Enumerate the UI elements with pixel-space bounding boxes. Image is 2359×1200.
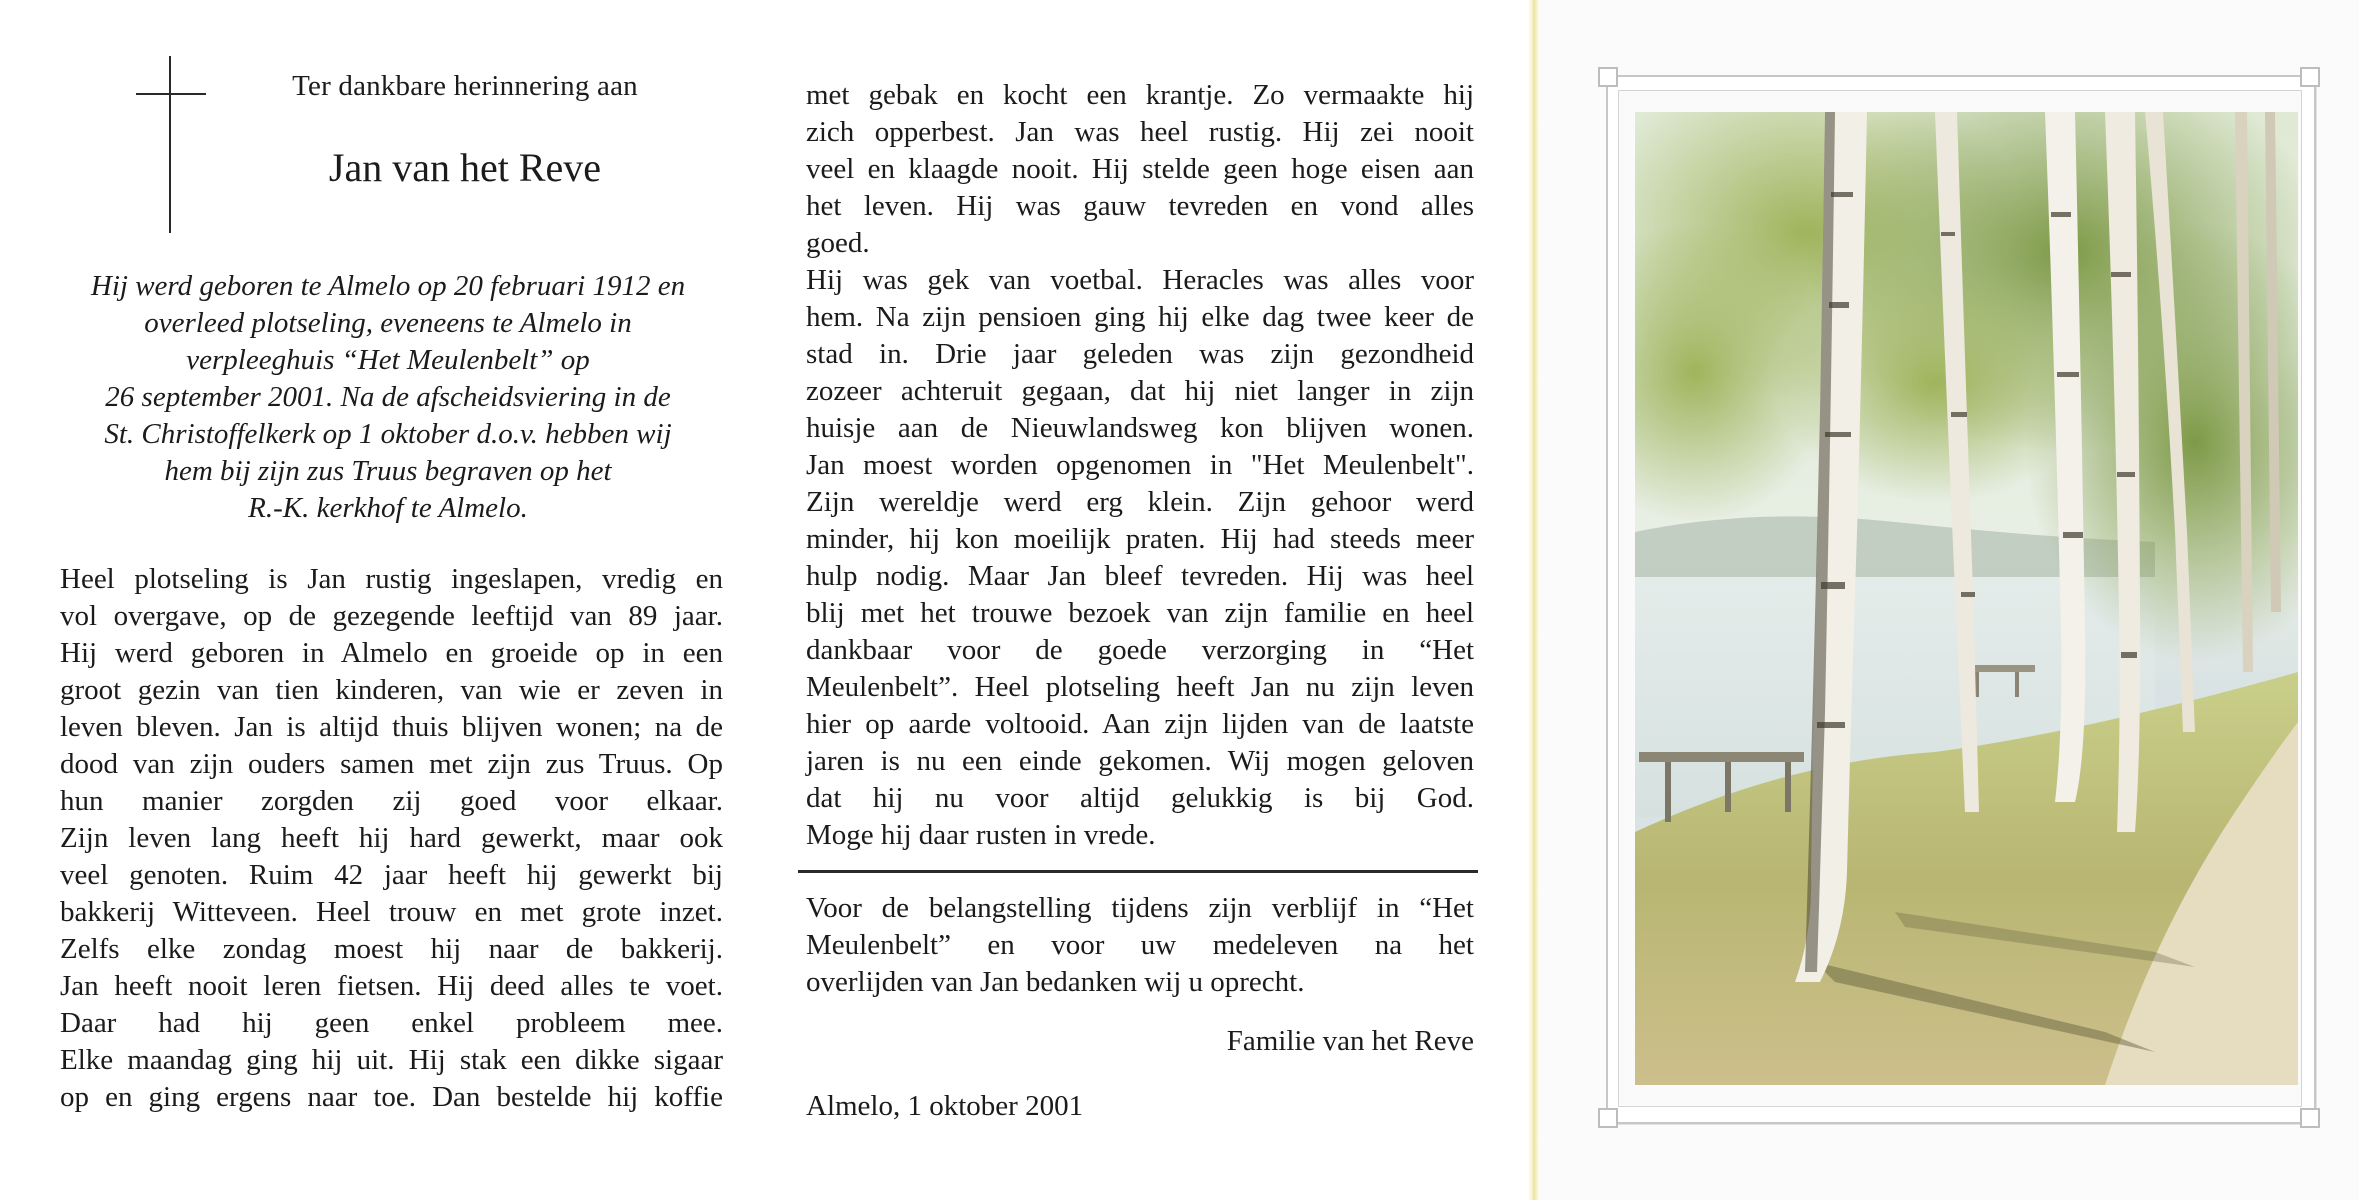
biography-line: verpleeghuis “Het Meulenbelt” op xyxy=(186,344,590,376)
text-line: Hij was gek van voetbal. Heracles was alles voor xyxy=(806,264,1474,296)
text-column-middle xyxy=(806,77,1474,854)
text-line: blij met het trouwe bezoek van zijn familie en heel xyxy=(806,597,1474,629)
biography-line: overleed plotseling, eveneens te Almelo in xyxy=(144,307,632,339)
text-line: dat hij nu voor altijd gelukkig is bij God. xyxy=(806,782,1474,814)
text-line: het leven. Hij was gauw tevreden en vond alles xyxy=(806,190,1474,222)
text-line: Hij werd geboren in Almelo en groeide op in een xyxy=(60,637,723,669)
biography-line: Hij werd geboren te Almelo op 20 februari 1912 en xyxy=(90,270,686,302)
deceased-name: Jan van het Reve xyxy=(328,145,602,190)
text-line: vol overgave, op de gezegende leeftijd van 89 jaar. xyxy=(60,600,723,632)
biography-line: R.-K. kerkhof te Almelo. xyxy=(248,492,528,524)
biography-line: hem bij zijn zus Truus begraven op het xyxy=(164,455,612,487)
frame-corner xyxy=(2300,1108,2320,1128)
text-line: Moge hij daar rusten in vrede. xyxy=(806,819,1156,851)
text-line: met gebak en kocht een krantje. Zo vermaakte hij xyxy=(806,79,1474,111)
signature: Familie van het Reve xyxy=(1226,1025,1474,1057)
place-date: Almelo, 1 oktober 2001 xyxy=(806,1090,1084,1122)
intro-line: Ter dankbare herinnering aan xyxy=(292,70,638,102)
text-line: hem. Na zijn pensioen ging hij elke dag twee keer de xyxy=(806,301,1474,333)
text-line: veel genoten. Ruim 42 jaar heeft hij gewerkt bij xyxy=(60,859,723,891)
text-column-left xyxy=(60,561,723,1116)
text-line: jaren is nu een einde gekomen. Wij mogen geloven xyxy=(806,745,1474,777)
frame-corner xyxy=(1598,1108,1618,1128)
text-line: op en ging ergens naar toe. Dan bestelde hij koffie xyxy=(60,1081,723,1113)
text-line: groot gezin van tien kinderen, van wie er zeven in xyxy=(60,674,723,706)
text-line: hier op aarde voltooid. Aan zijn lijden van de laatste xyxy=(806,708,1474,740)
biography-block xyxy=(58,268,718,527)
frame-corner xyxy=(2300,67,2320,87)
text-line: stad in. Drie jaar geleden was zijn gezondheid xyxy=(806,338,1474,370)
text-line: Heel plotseling is Jan rustig ingeslapen, vredig en xyxy=(60,563,723,595)
text-line: hun manier zorgden zij goed voor elkaar. xyxy=(60,785,723,817)
text-line: Elke maandag ging hij uit. Hij stak een dikke sigaar xyxy=(60,1044,723,1076)
text-line: Jan heeft nooit leren fietsen. Hij deed alles te voet. xyxy=(60,970,723,1002)
text-line: Daar had hij geen enkel probleem mee. xyxy=(60,1007,723,1039)
text-line: bakkerij Witteveen. Heel trouw en met grote inzet. xyxy=(60,896,723,928)
text-line: hulp nodig. Maar Jan bleef tevreden. Hij was heel xyxy=(806,560,1474,592)
text-line: leven bleven. Jan is altijd thuis blijven wonen; na de xyxy=(60,711,723,743)
biography-line: St. Christoffelkerk op 1 oktober d.o.v. hebben wij xyxy=(104,418,672,450)
thanks-line: Meulenbelt” en voor uw medeleven na het xyxy=(806,929,1474,961)
text-line: Zijn leven lang heeft hij hard gewerkt, maar ook xyxy=(60,822,723,854)
text-line: zozeer achteruit gegaan, dat hij niet langer in zijn xyxy=(806,375,1474,407)
text-line: huisje aan de Nieuwlandsweg kon blijven wonen. xyxy=(806,412,1474,444)
text-line: dankbaar voor de goede verzorging in “Het xyxy=(806,634,1474,666)
text-line: zich opperbest. Jan was heel rustig. Hij zei nooit xyxy=(806,116,1474,148)
frame-corner xyxy=(1598,67,1618,87)
text-line: Meulenbelt”. Heel plotseling heeft Jan nu zijn leven xyxy=(806,671,1474,703)
divider-line xyxy=(798,870,1478,873)
text-line: goed. xyxy=(806,227,870,259)
text-line: Jan moest worden opgenomen in "Het Meulenbelt". xyxy=(806,449,1474,481)
biography-line: 26 september 2001. Na de afscheidsviering in de xyxy=(105,381,671,413)
text-line: Zijn wereldje werd erg klein. Zijn gehoor werd xyxy=(806,486,1474,518)
thanks-line: overlijden van Jan bedanken wij u oprecht. xyxy=(806,966,1305,998)
text-line: veel en klaagde nooit. Hij stelde geen hoge eisen aan xyxy=(806,153,1474,185)
text-line: Zelfs elke zondag moest hij naar de bakkerij. xyxy=(60,933,723,965)
thanks-block xyxy=(806,890,1474,1001)
text-line: minder, hij kon moeilijk praten. Hij had steeds meer xyxy=(806,523,1474,555)
lakeside-birch-photo xyxy=(1635,112,2298,1085)
text-line: dood van zijn ouders samen met zijn zus Truus. Op xyxy=(60,748,723,780)
thanks-line: Voor de belangstelling tijdens zijn verblijf in “Het xyxy=(806,892,1474,924)
card-fold xyxy=(1528,0,1540,1200)
